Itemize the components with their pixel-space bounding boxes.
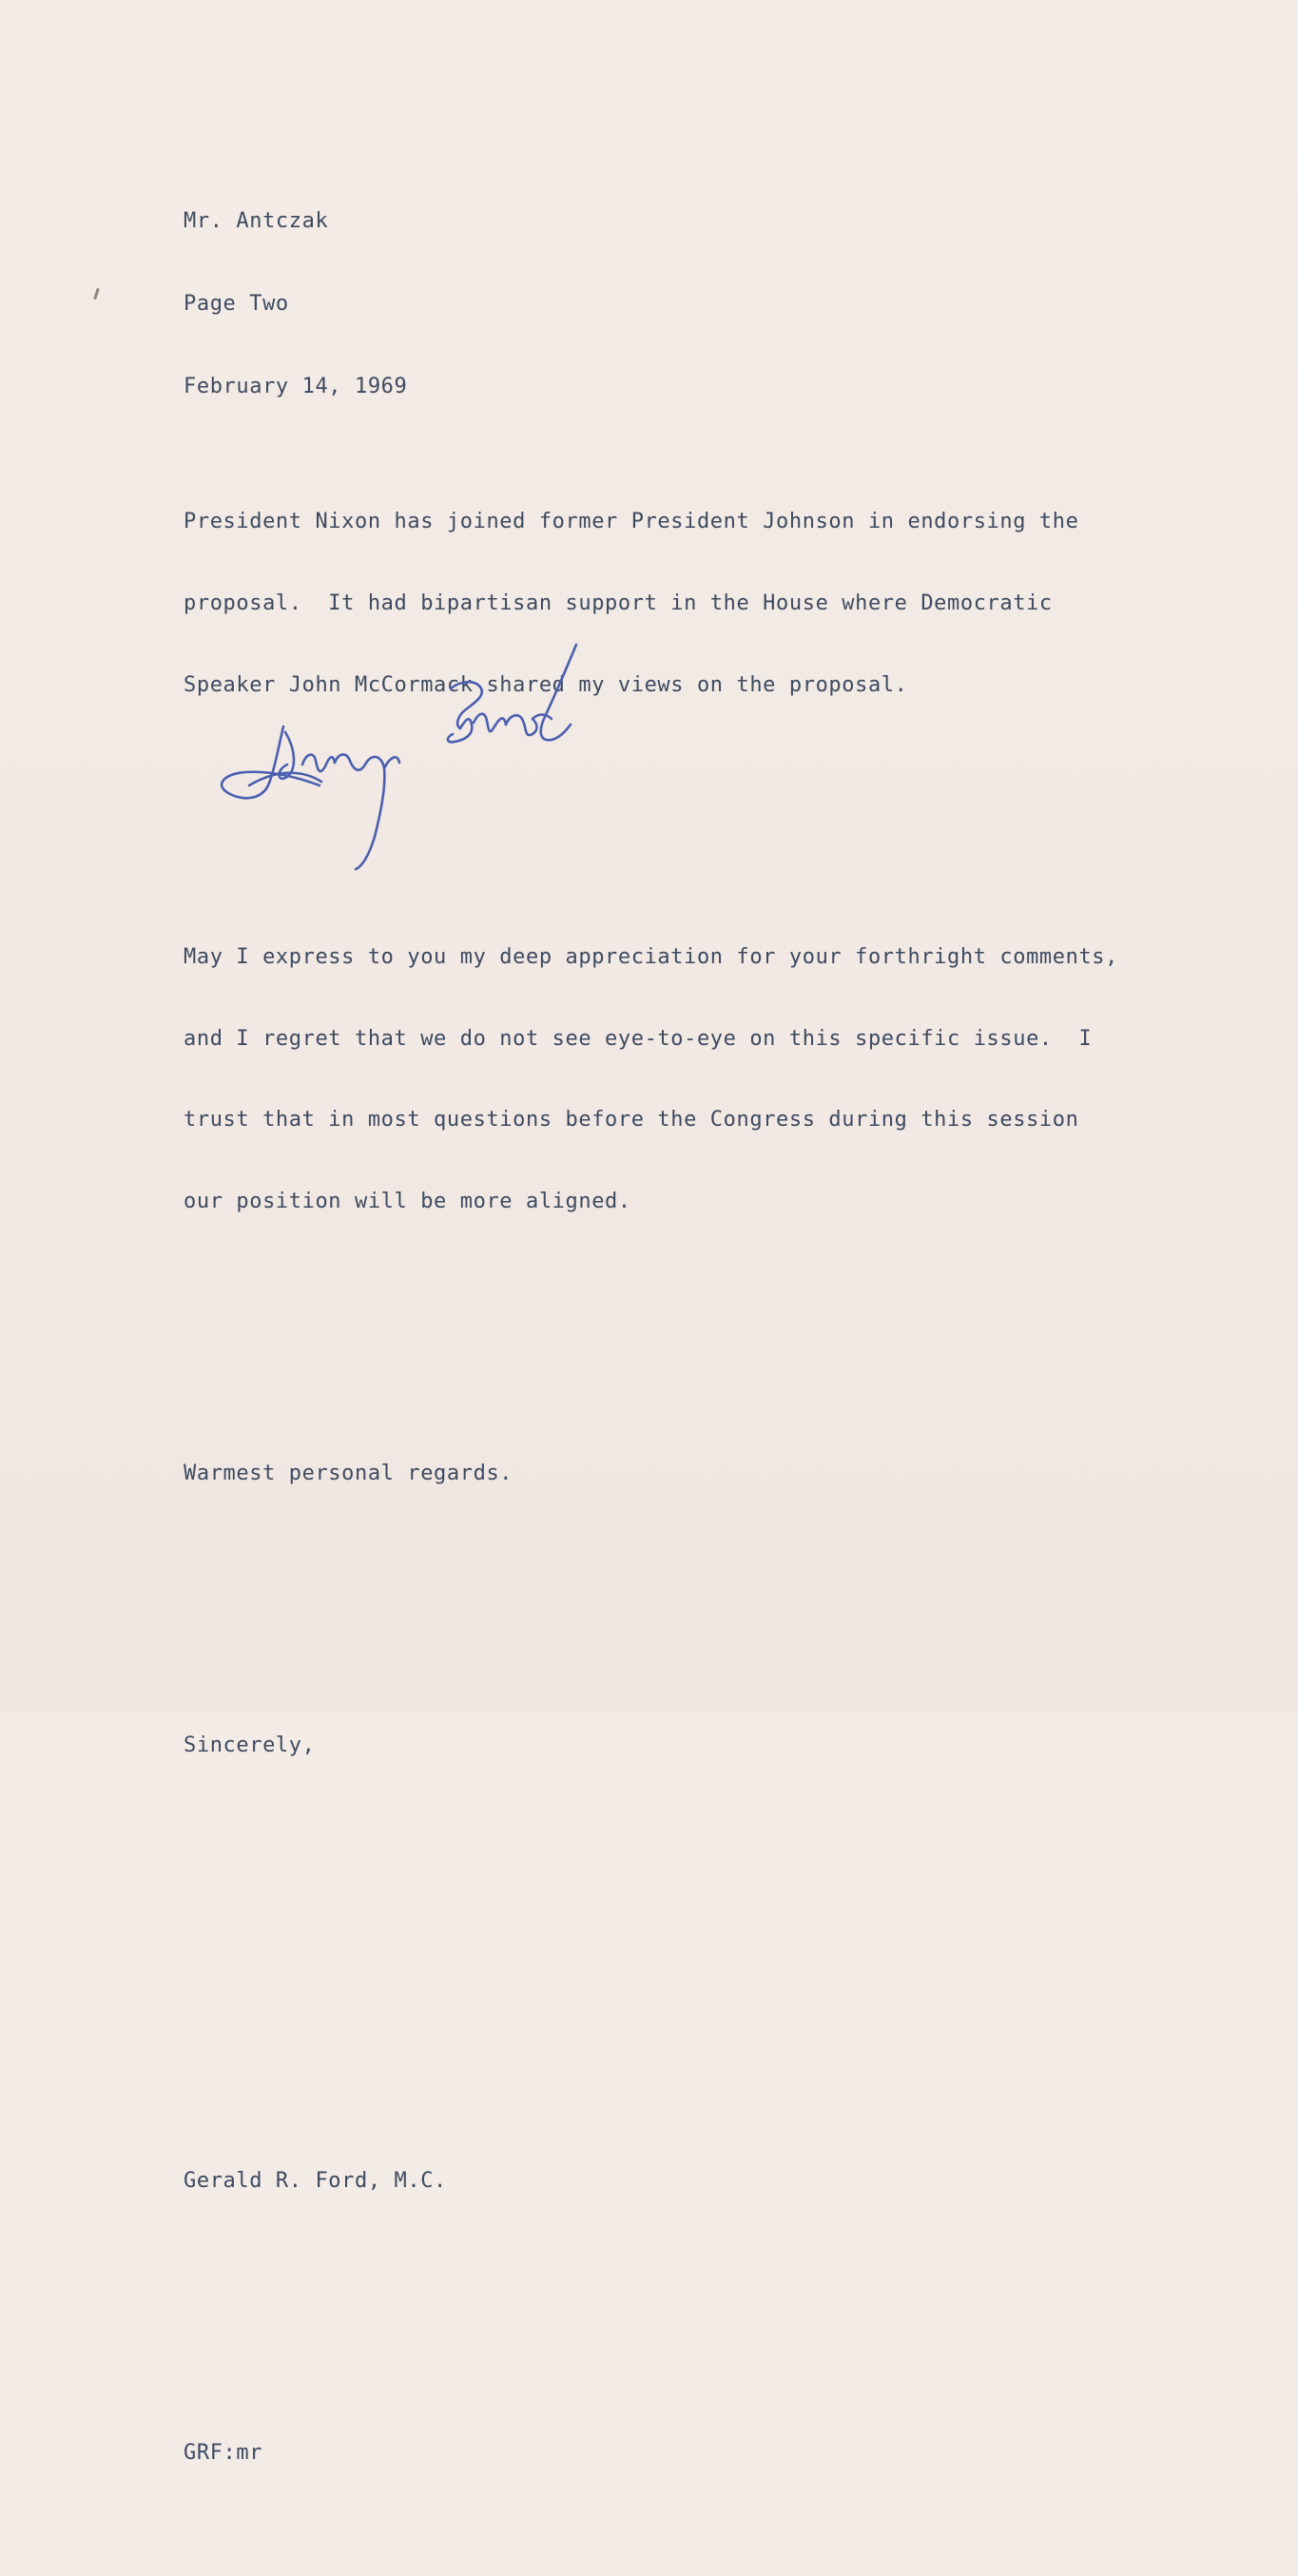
sign-off-text: Sincerely, [184,1733,316,1758]
text-line: and I regret that we do not see eye-to-eye on this specific issue. I [184,1026,1093,1051]
text-line: proposal. It had bipartisan support in the House where Democratic [184,591,1053,616]
text-line: May I express to you my deep appreciation for your forthright comments, [184,944,1119,969]
paragraph-2 [184,890,1118,1270]
signer-line [184,2113,1118,2249]
sign-off-line [184,1678,1118,1814]
paragraph-1 [184,455,1118,754]
regards-line [184,1406,1118,1542]
reference-initials: GRF:mr [184,2440,263,2465]
initials-line [184,2385,1118,2521]
recipient-line: Mr. Antczak [184,209,329,233]
date-line: February 14, 1969 [184,375,408,398]
paper-mark [93,288,100,300]
text-line: trust that in most questions before the Congress during this session [184,1108,1079,1133]
regards-text: Warmest personal regards. [184,1462,513,1486]
text-line: President Nixon has joined former President Johnson in endorsing the [184,510,1079,534]
letter-body [184,400,1118,2576]
text-line: our position will be more aligned. [184,1190,631,1214]
text-line: Speaker John McCormack shared my views on the proposal. [184,672,908,697]
signer-name: Gerald R. Ford, M.C. [184,2168,447,2193]
page-number-line: Page Two [184,292,289,316]
